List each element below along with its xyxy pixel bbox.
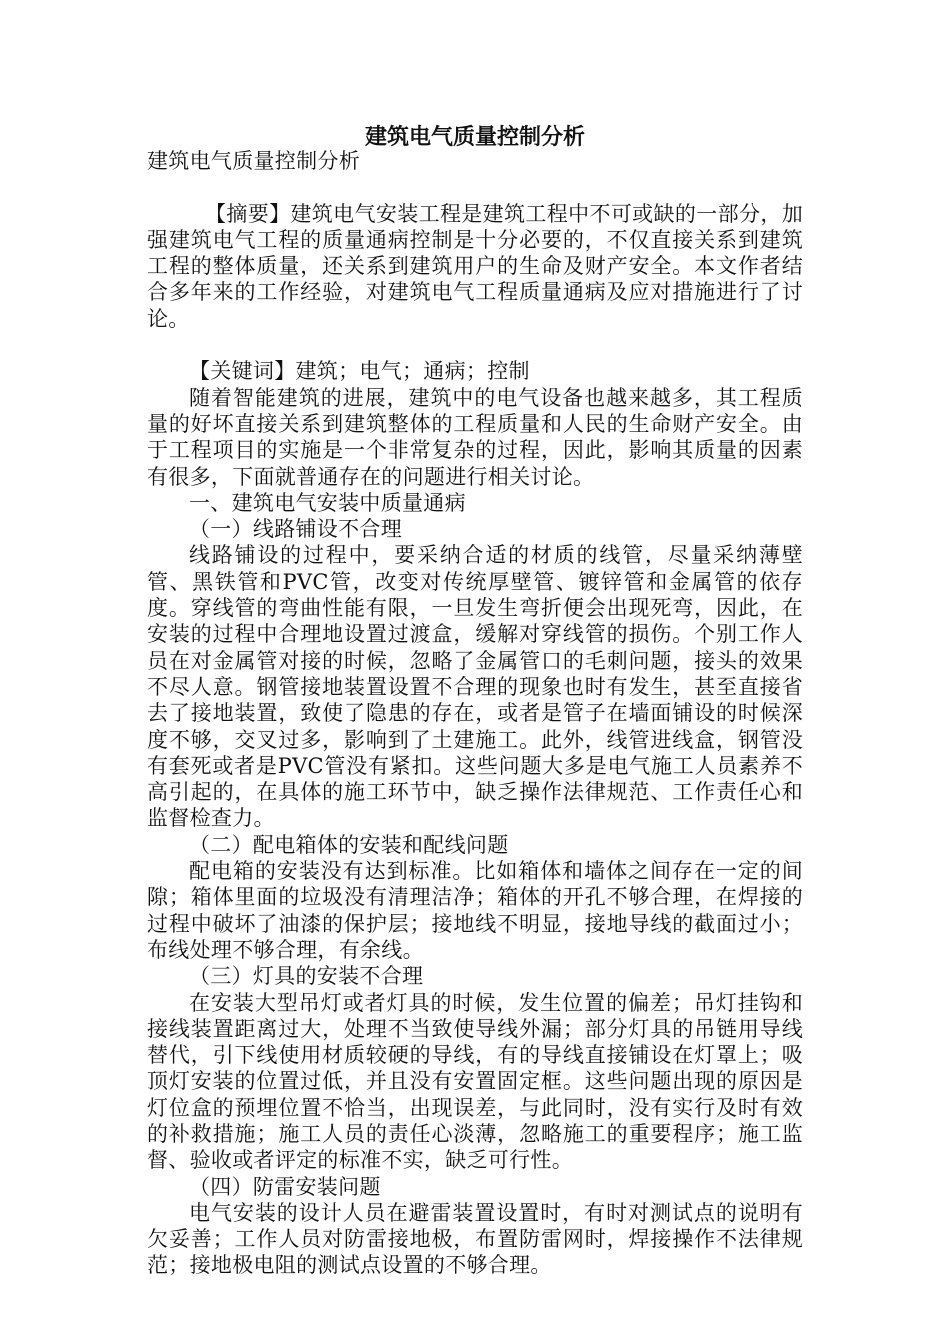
keywords-line: 【关键词】建筑；电气；通病；控制 [189, 359, 530, 384]
section-heading-1: 一、建筑电气安装中质量通病 [189, 490, 466, 515]
subsection-paragraph-2: 配电箱的安装没有达到标准。比如箱体和墙体之间存在一定的间隙；箱体里面的垃圾没有清理洁净；箱体的开孔不够合理，在焊接的过程中破坏了油漆的保护层；接地线不明显，接地导线的截面过小；布线处理不够合理，有余线。 [147, 859, 803, 962]
subsection-heading-3: （三）灯具的安装不合理 [189, 964, 424, 989]
document-title: 建筑电气质量控制分析 [364, 124, 585, 150]
subsection-paragraph-3: 在安装大型吊灯或者灯具的时候，发生位置的偏差；吊灯挂钩和接线装置距离过大，处理不当致使导线外漏；部分灯具的吊链用导线替代，引下线使用材质较硬的导线，有的导线直接铺设在灯罩上；吸顶灯安装的位置过低，并且没有安置固定框。这些问题出现的原因是灯位盒的预埋位置不恰当，出现误差，与此同时，没有实行及时有效的补救措施；施工人员的责任心淡薄，忽略施工的重要程序；施工监督、验收或者评定的标准不实，缺乏可行性。 [147, 990, 803, 1173]
blank-line [147, 174, 803, 200]
document-subtitle: 建筑电气质量控制分析 [147, 149, 360, 173]
intro-paragraph: 随着智能建筑的进展，建筑中的电气设备也越来越多，其工程质量的好坏直接关系到建筑整体的工程质量和人民的生命财产安全。由于工程项目的实施是一个非常复杂的过程，因此，影响其质量的因素有很多，下面就普通存在的问题进行相关讨论。 [147, 385, 803, 489]
subsection-heading-4: （四）防雷安装问题 [189, 1174, 381, 1199]
blank-line [147, 332, 803, 358]
subsection-heading-1: （一）线路铺设不合理 [189, 517, 402, 542]
document-body [147, 148, 803, 1279]
subsection-heading-2: （二）配电箱体的安装和配线问题 [189, 832, 509, 857]
subsection-paragraph-4: 电气安装的设计人员在避雷装置设置时，有时对测试点的说明有欠妥善；工作人员对防雷接地极，布置防雷网时，焊接操作不法律规范；接地极电阻的测试点设置的不够合理。 [147, 1200, 803, 1278]
abstract-paragraph: 【摘要】建筑电气安装工程是建筑工程中不可或缺的一部分，加强建筑电气工程的质量通病控制是十分必要的，不仅直接关系到建筑工程的整体质量，还关系到建筑用户的生命及财产安全。本文作者结合多年来的工作经验，对建筑电气工程质量通病及应对措施进行了讨论。 [147, 201, 803, 331]
subsection-paragraph-1: 线路铺设的过程中，要采纳合适的材质的线管，尽量采纳薄壁管、黑铁管和PVC管，改变对传统厚壁管、镀锌管和金属管的依存度。穿线管的弯曲性能有限，一旦发生弯折便会出现死弯，因此，在安装的过程中合理地设置过渡盒，缓解对穿线管的损伤。个别工作人员在对金属管对接的时候，忽略了金属管口的毛刺问题，接头的效果不尽人意。钢管接地装置设置不合理的现象也时有发生，甚至直接省去了接地装置，致使了隐患的存在，或者是管子在墙面铺设的时候深度不够，交叉过多，影响到了土建施工。此外，线管进线盒，钢管没有套死或者是PVC管没有紧扣。这些问题大多是电气施工人员素养不高引起的，在具体的施工环节中，缺乏操作法律规范、工作责任心和监督检查力。 [147, 543, 803, 831]
